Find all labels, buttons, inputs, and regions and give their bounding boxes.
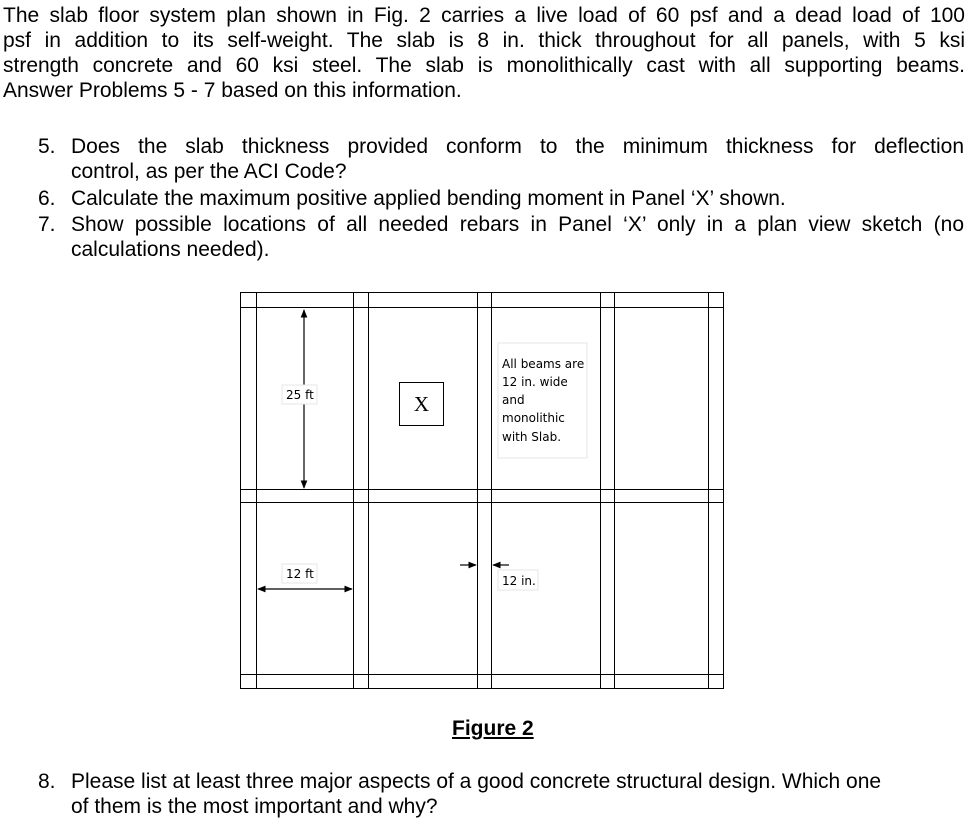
panel-x-label: X [413,392,430,416]
beam-note-line: All beams are [502,357,585,371]
intro-line: The slab floor system plan shown in Fig. 2 carries a live load of 60 psf and a dead load of 100 [3,4,965,27]
question-line: calculations needed). [71,238,270,261]
beam-note-line: 12 in. wide [502,375,568,389]
dimension-label-12ft: 12 ft [286,567,314,581]
question-number: 6. [38,187,56,210]
question-number: 7. [38,213,56,236]
question-text [71,769,964,819]
question-line: Show possible locations of all needed rebars in Panel ‘X’ only in a plan view sketch (no [71,213,964,236]
question-line: control, as per the ACI Code? [71,160,347,183]
beam-note-line: monolithic [502,411,565,425]
question-line: Calculate the maximum positive applied bending moment in Panel ‘X’ shown. [71,187,786,210]
question-line: Does the slab thickness provided conform to the minimum thickness for deflection [71,135,964,158]
beam-note-line: and [502,393,525,407]
figure-caption: Figure 2 [452,717,534,740]
beam-note-line: with Slab. [502,430,562,444]
intro-line: psf in addition to its self-weight. The slab is 8 in. thick throughout for all panels, with 5 ksi [3,29,965,52]
question-number: 8. [38,770,56,793]
plan-outline [241,293,724,689]
intro-line: strength concrete and 60 ksi steel. The slab is monolithically cast with all supporting beams. [3,54,965,77]
question-line: of them is the most important and why? [71,795,438,818]
intro-line: Answer Problems 5 - 7 based on this information. [3,79,462,102]
question-number: 5. [38,135,56,158]
dimension-label-25ft: 25 ft [286,388,314,402]
question-line: Please list at least three major aspects of a good concrete structural design. Which one [71,770,882,793]
dimension-label-12in: 12 in. [502,574,536,588]
beam-grid [241,293,724,689]
